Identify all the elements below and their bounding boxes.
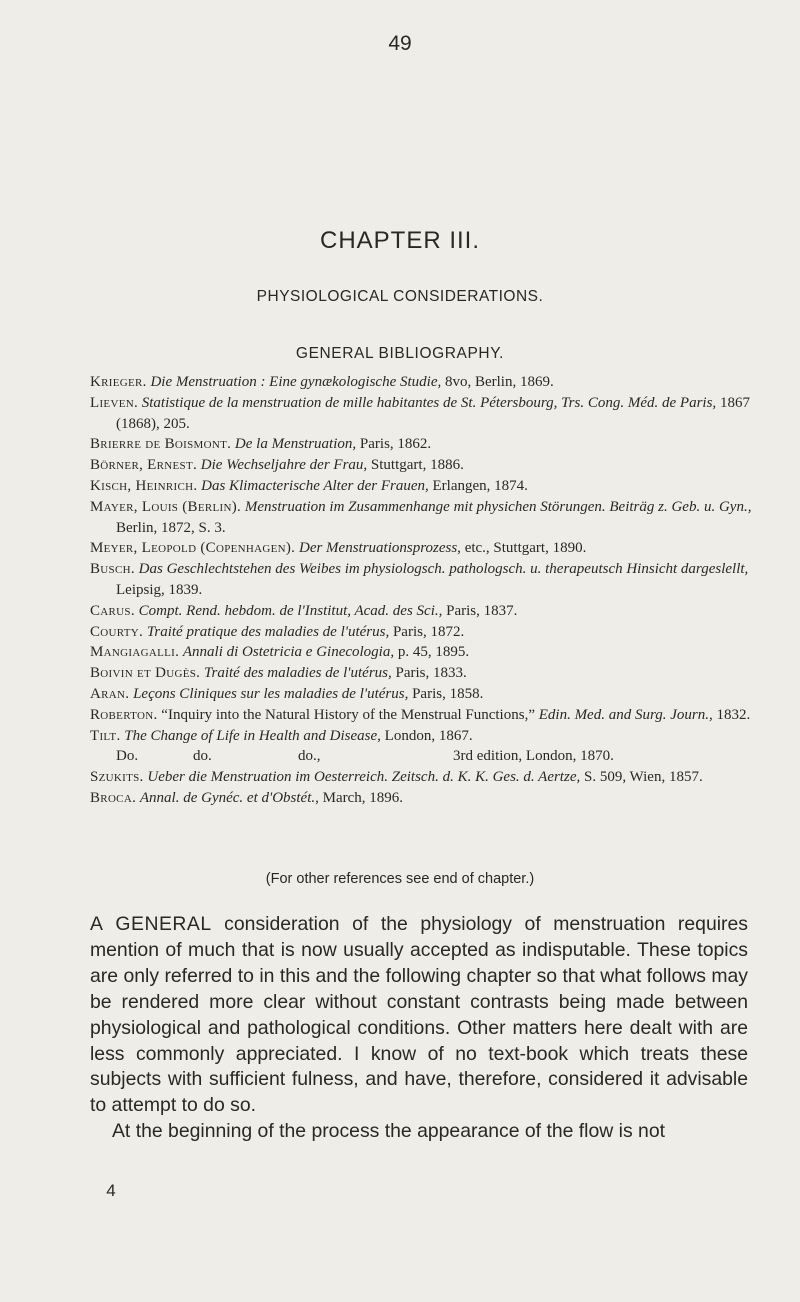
bibliography-ditto-entry	[90, 746, 770, 767]
entry-author: Brierre de Boismont.	[90, 436, 232, 453]
bibliography-entry	[90, 663, 770, 684]
entry-details: March, 1896.	[318, 789, 404, 806]
paragraph-lead: A GENERAL	[90, 913, 212, 935]
entry-author: Kisch, Heinrich.	[90, 477, 198, 494]
ditto-details: 3rd edition, London, 1870.	[453, 748, 614, 765]
ditto-work: do.	[193, 748, 212, 765]
bibliography-list	[90, 372, 770, 809]
entry-author: Börner, Ernest.	[90, 457, 198, 474]
entry-author: Courty.	[90, 623, 144, 640]
entry-work: Traité pratique des maladies de l'utérus,	[146, 623, 390, 640]
entry-author: Tilt.	[90, 727, 121, 744]
entry-details: 1867 (1868), 205.	[116, 394, 750, 432]
entry-work: Edin. Med. and Surg. Journ.,	[538, 706, 713, 723]
entry-details: Paris, 1862.	[356, 436, 432, 453]
bibliography-entry	[90, 538, 770, 559]
bibliography-entry	[90, 559, 770, 601]
entry-details: London, 1867.	[380, 727, 473, 744]
entry-details: Leipsig, 1839.	[116, 581, 203, 598]
bibliography-entry	[90, 684, 770, 705]
bibliography-heading: GENERAL BIBLIOGRAPHY.	[295, 345, 505, 362]
entry-details: etc., Stuttgart, 1890.	[460, 540, 587, 557]
entry-author: Lieven.	[90, 394, 139, 411]
entry-details: Paris, 1858.	[408, 685, 484, 702]
entry-author: Boivin et Dugès.	[90, 665, 201, 682]
bibliography-entry	[90, 393, 770, 435]
entry-work: Das Klimacterische Alter der Frauen,	[201, 477, 429, 494]
entry-author: Mangiagalli.	[90, 644, 180, 661]
entry-author: Krieger.	[90, 374, 147, 390]
entry-details: S. 509, Wien, 1857.	[580, 769, 703, 786]
entry-work: Compt. Rend. hebdom. de l'Institut, Acad. des Sci.,	[138, 602, 443, 619]
entry-details: Stuttgart, 1886.	[367, 457, 464, 474]
entry-author: Szukits.	[90, 769, 144, 786]
entry-work: De la Menstruation,	[234, 436, 357, 453]
entry-details: 1832.	[712, 706, 751, 723]
paragraph-text: consideration of the physiology of menstruation requires mention of much that is now usually accepted as indisputable. These topics are only referred to in this and the following chapter so that what follows may be rendered more clear without constant contrasts being made between physiological and pathological conditions. Other matters here dealt with are less commonly appreciated. I know of no text-book which treats these subjects with sufficient fulness, and have, therefore, considered it advisable to attempt to do so.	[90, 913, 748, 1117]
bibliography-entry	[90, 705, 770, 726]
bibliography-entry	[90, 434, 770, 455]
entry-details: p. 45, 1895.	[394, 644, 470, 661]
body-text	[90, 912, 748, 1145]
bibliography-entry	[90, 497, 770, 539]
entry-author: Broca.	[90, 789, 137, 806]
paragraph-text: At the beginning of the process the appearance of the flow is not	[112, 1120, 666, 1143]
entry-details: Berlin, 1872, S. 3.	[116, 519, 226, 536]
signature-mark: 4	[106, 1181, 116, 1200]
entry-author: Mayer, Louis (Berlin).	[90, 498, 242, 515]
entry-work: Der Menstruationsprozess,	[298, 540, 461, 557]
entry-work: Menstruation im Zusammenhange mit physichen Störungen. Beiträg z. Geb. u. Gyn.,	[244, 498, 752, 515]
entry-work: Traité des maladies de l'utérus,	[203, 665, 392, 682]
bibliography-entry	[90, 726, 770, 747]
chapter-subtitle: PHYSIOLOGICAL CONSIDERATIONS.	[256, 288, 544, 305]
entry-work: Die Menstruation : Eine gynækologische Studie,	[150, 374, 442, 390]
entry-details: Paris, 1833.	[391, 665, 467, 682]
bibliography-entry	[90, 372, 770, 393]
bibliography-entry	[90, 767, 770, 788]
entry-work: Statistique de la menstruation de mille habitantes de St. Pétersbourg, Trs. Cong. Méd. de Paris,	[141, 394, 717, 411]
ditto-author: Do.	[116, 748, 139, 765]
entry-work: The Change of Life in Health and Disease,	[124, 727, 381, 744]
entry-details: Erlangen, 1874.	[428, 477, 528, 494]
entry-author: Roberton.	[90, 706, 158, 723]
bibliography-entry	[90, 476, 770, 497]
ditto-more: do.,	[298, 748, 321, 765]
entry-details: Paris, 1837.	[442, 602, 518, 619]
page-number: 49	[388, 32, 412, 55]
bibliography-entry	[90, 455, 770, 476]
entry-work: Annali di Ostetricia e Ginecologia,	[182, 644, 395, 661]
entry-author: Meyer, Leopold (Copenhagen).	[90, 540, 296, 557]
entry-work: Ueber die Menstruation im Oesterreich. Zeitsch. d. K. K. Ges. d. Aertze,	[147, 769, 581, 786]
bibliography-note: (For other references see end of chapter.)	[265, 871, 535, 887]
entry-author: Carus.	[90, 602, 135, 619]
chapter-title: CHAPTER III.	[319, 227, 481, 254]
entry-details: 8vo, Berlin, 1869.	[441, 374, 554, 390]
bibliography-entry	[90, 642, 770, 663]
bibliography-entry	[90, 622, 770, 643]
entry-details: Paris, 1872.	[389, 623, 465, 640]
entry-author: Busch.	[90, 561, 135, 578]
paragraph	[90, 1119, 748, 1145]
bibliography-entry	[90, 601, 770, 622]
entry-work: Annal. de Gynéc. et d'Obstét.,	[139, 789, 319, 806]
entry-author: Aran.	[90, 685, 130, 702]
entry-work: Die Wechseljahre der Frau,	[200, 457, 368, 474]
entry-details: “Inquiry into the Natural History of the Menstrual Functions,”	[157, 706, 539, 723]
paragraph	[90, 912, 748, 1119]
entry-work: Leçons Cliniques sur les maladies de l'utérus,	[133, 685, 409, 702]
bibliography-entry	[90, 788, 770, 809]
entry-work: Das Geschlechtstehen des Weibes im physiologsch. pathologsch. u. therapeutsch Hinsicht dargeslellt,	[138, 561, 749, 578]
